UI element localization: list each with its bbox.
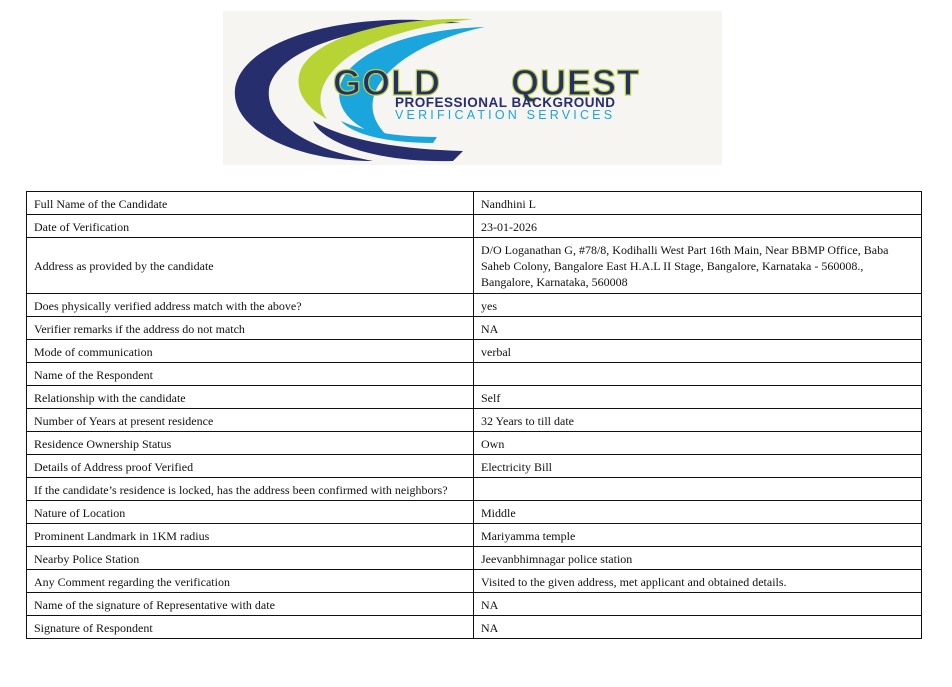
field-value: Own — [474, 432, 922, 455]
table-row — [27, 593, 922, 616]
field-value: Mariyamma temple — [474, 524, 922, 547]
field-value: Nandhini L — [474, 192, 922, 215]
table-row — [27, 215, 922, 238]
table-row — [27, 340, 922, 363]
goldquest-logo-graphic — [223, 11, 722, 165]
field-value: NA — [474, 616, 922, 639]
field-value: D/O Loganathan G, #78/8, Kodihalli West Part 16th Main, Near BBMP Office, Baba Saheb Colony, Bangalore East H.A.L II Stage, Bangalore, Karnataka - 560008., Bangalore, Karnataka, 560008 — [474, 238, 922, 294]
tagline-line-2: VERIFICATION SERVICES — [395, 108, 616, 122]
field-label: Date of Verification — [27, 215, 474, 238]
field-label: Prominent Landmark in 1KM radius — [27, 524, 474, 547]
field-label: If the candidate’s residence is locked, has the address been confirmed with neighbors? — [27, 478, 474, 501]
table-row — [27, 432, 922, 455]
table-row — [27, 524, 922, 547]
tagline-line-1: PROFESSIONAL BACKGROUND — [395, 95, 616, 110]
field-value: Self — [474, 386, 922, 409]
table-row — [27, 386, 922, 409]
field-value: 32 Years to till date — [474, 409, 922, 432]
field-value: NA — [474, 317, 922, 340]
field-value: Jeevanbhimnagar police station — [474, 547, 922, 570]
field-label: Name of the signature of Representative with date — [27, 593, 474, 616]
company-logo — [223, 11, 722, 165]
field-label: Number of Years at present residence — [27, 409, 474, 432]
field-label: Nearby Police Station — [27, 547, 474, 570]
field-value: yes — [474, 294, 922, 317]
field-label: Does physically verified address match with the above? — [27, 294, 474, 317]
field-value: NA — [474, 593, 922, 616]
field-label: Residence Ownership Status — [27, 432, 474, 455]
table-row — [27, 570, 922, 593]
field-label: Name of the Respondent — [27, 363, 474, 386]
table-row — [27, 478, 922, 501]
table-row — [27, 238, 922, 294]
field-label: Any Comment regarding the verification — [27, 570, 474, 593]
brand-left-text: GOLD — [333, 62, 441, 103]
table-row — [27, 547, 922, 570]
table-row — [27, 363, 922, 386]
table-row — [27, 409, 922, 432]
field-label: Mode of communication — [27, 340, 474, 363]
field-label: Details of Address proof Verified — [27, 455, 474, 478]
field-label: Signature of Respondent — [27, 616, 474, 639]
table-row — [27, 616, 922, 639]
field-value: Visited to the given address, met applicant and obtained details. — [474, 570, 922, 593]
field-value: 23-01-2026 — [474, 215, 922, 238]
field-value: Electricity Bill — [474, 455, 922, 478]
table-row — [27, 192, 922, 215]
table-row — [27, 294, 922, 317]
field-label: Relationship with the candidate — [27, 386, 474, 409]
field-value — [474, 363, 922, 386]
field-label: Full Name of the Candidate — [27, 192, 474, 215]
brand-right-text: QUEST — [511, 62, 641, 103]
table-row — [27, 455, 922, 478]
field-value: verbal — [474, 340, 922, 363]
table-row — [27, 317, 922, 340]
field-value: Middle — [474, 501, 922, 524]
verification-report-table — [26, 191, 922, 639]
field-label: Nature of Location — [27, 501, 474, 524]
field-value — [474, 478, 922, 501]
field-label: Verifier remarks if the address do not match — [27, 317, 474, 340]
table-row — [27, 501, 922, 524]
field-label: Address as provided by the candidate — [27, 238, 474, 294]
